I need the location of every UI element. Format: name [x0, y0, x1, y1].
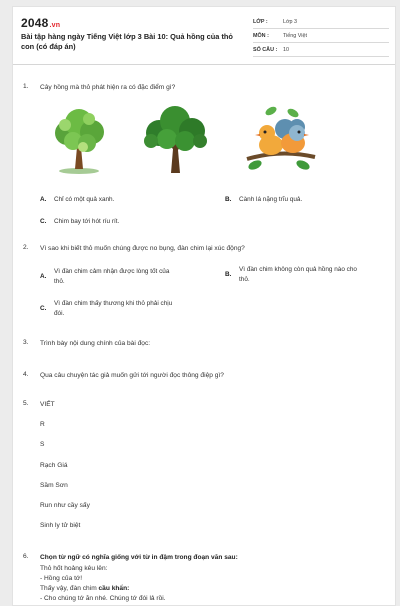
question-4: 4. Qua câu chuyện tác giả muốn gửi tới người đọc thông điệp gì?	[23, 371, 224, 379]
question-1: 1. Cây hồng mà thỏ phát hiện ra có đặc điểm gì?	[23, 83, 176, 91]
page-title: Bài tập hàng ngày Tiếng Việt lớp 3 Bài 10: Quả hồng của thỏ con (có đáp án)	[21, 32, 233, 51]
writing-word-2: S	[40, 441, 45, 448]
header	[13, 7, 395, 65]
q2-option-a[interactable]: A. Vì đàn chim cảm nhận được lòng tốt của thỏ.	[40, 268, 170, 285]
meta-row-class: LỚP : Lớp 3	[253, 15, 389, 29]
question-2: 2. Vì sao khi biết thỏ muốn chúng được no bụng, đàn chim lại xúc động?	[23, 244, 245, 252]
question-3: 3. Trình bày nội dung chính của bài đọc:	[23, 339, 151, 347]
question-5: 5. VIẾT	[23, 400, 55, 408]
q2-option-b[interactable]: B. Vì đàn chim không còn quả hồng nào cho thỏ.	[225, 266, 357, 283]
writing-word-3: Rạch Giá	[40, 462, 68, 469]
passage-line-3: Thấy vậy, đàn chim cầu khẩn:	[40, 585, 130, 592]
meta-row-count: SỐ CÂU : 10	[253, 43, 389, 57]
birds-on-branch-image	[241, 103, 319, 177]
highlighted-word: cầu khẩn	[98, 585, 128, 592]
writing-word-4: Sầm Sơn	[40, 482, 68, 489]
question-6: 6. Chọn từ ngữ có nghĩa giống với từ in đậm trong đoạn văn sau:	[23, 553, 238, 561]
meta-row-subject: MÔN : Tiếng Việt	[253, 29, 389, 43]
passage-line-2: - Hồng của tớ!	[40, 575, 83, 582]
logo[interactable]: 2048.vn	[21, 16, 61, 30]
writing-word-5: Run như cầy sấy	[40, 502, 90, 509]
worksheet: 2048.vn Bài tập hàng ngày Tiếng Việt lớp 3 Bài 10: Quả hồng của thỏ con (có đáp án) LỚP : Lớp 3 MÔN : Tiếng Việt SỐ CÂU : 10 1. Cây hồng mà thỏ phát hiện ra có đặc điểm gì? A. Chỉ có một quả xanh. B. Cành lá nặng trĩu quả. C. Chim bay tới hót ríu rít. 2. Vì sao khi biết thỏ muốn chúng được no bụng, đàn chim lại xúc động? A. Vì đàn chim cảm nhận được lòng tốt của thỏ. B. Vì đàn chim không còn quả hồng nào cho thỏ. C. Vì đàn chim thấy thương khi thỏ phải chịu đói. 3. Trình bày nội dung chính của bài đọc: 4. Qua câu chuyện tác giả muốn gửi tới người đọc thông điệp gì? 5. VIẾT R S Rạch Giá Sầm Sơn Run như cầy sấy Sinh ly tử biệt 6. Chọn từ ngữ có nghĩa giống với từ in đậm trong đoạn văn sau: Thỏ hốt hoảng kêu lên: - Hồng của tớ! Thấy vậy, đàn chim cầu khẩn: - Cho chúng tớ ăn nhé. Chúng tớ đói lả rồi.	[12, 6, 396, 606]
passage-line-1: Thỏ hốt hoảng kêu lên:	[40, 565, 108, 572]
large-tree-image	[137, 103, 213, 175]
passage-line-4: - Cho chúng tớ ăn nhé. Chúng tớ đói lả rồi.	[40, 595, 166, 602]
meta-table	[253, 15, 389, 57]
bushy-green-tree-image	[45, 103, 113, 175]
writing-word-6: Sinh ly tử biệt	[40, 522, 81, 529]
writing-word-1: R	[40, 421, 45, 428]
q2-option-c[interactable]: C. Vì đàn chim thấy thương khi thỏ phải chịu đói.	[40, 300, 173, 317]
